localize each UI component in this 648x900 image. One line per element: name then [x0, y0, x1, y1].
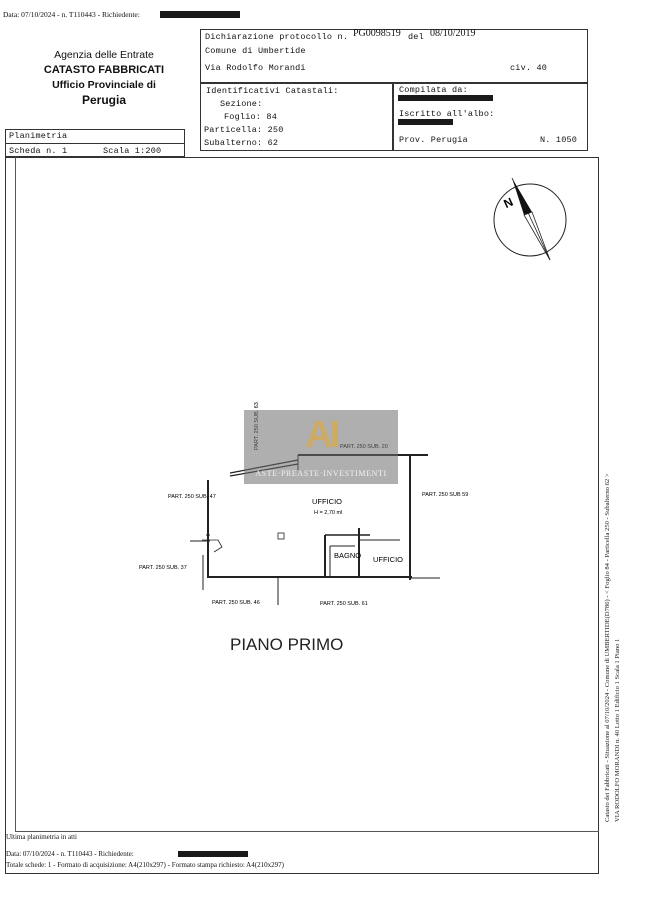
scale-label: Scala 1:200 — [103, 146, 162, 156]
identifiers-title: Identificativi Catastali: — [206, 86, 339, 96]
label-ufficio-small: UFFICIO — [373, 555, 403, 564]
redacted-footer-requester — [178, 851, 248, 857]
date-label: del — [408, 32, 424, 42]
provincial-office: Ufficio Provinciale di — [52, 79, 156, 91]
label-height: H = 2,70 ml — [314, 510, 343, 516]
label-sub46: PART. 250 SUB. 46 — [212, 600, 260, 606]
compass-north-letter: N — [501, 194, 516, 212]
planimetria-label: Planimetria — [9, 131, 68, 141]
top-request-line: Data: 07/10/2024 - n. T110443 - Richiedente: — [3, 10, 140, 19]
watermark — [244, 410, 398, 484]
protocol-label: Dichiarazione protocollo n. — [205, 32, 349, 42]
footer-line2: Totale schede: 1 - Formato di acquisizione: A4(210x297) - Formato stampa richiesto: A4(210x297) — [6, 861, 284, 869]
drawing-inner-bottom-line — [15, 831, 599, 832]
redacted-registration — [398, 119, 453, 125]
province-label: Prov. Perugia — [399, 135, 468, 145]
side-note-line1: Catasto dei Fabbricati - Situazione al 07/10/2024 - Comune di UMBERTIDE(D786) - < Foglio 84 - Particella 250 - Subalterno 62 > — [604, 473, 611, 822]
label-sub61: PART. 250 SUB. 61 — [320, 601, 368, 607]
province-name: Perugia — [81, 93, 126, 107]
watermark-logo: AI — [305, 414, 337, 456]
last-plan-label: Ultima planimetria in atti — [6, 833, 77, 841]
agency-name: Agenzia delle Entrate — [54, 49, 154, 61]
catasto-title: CATASTO FABBRICATI — [43, 64, 165, 76]
registration-number: N. 1050 — [540, 135, 578, 145]
subalterno: Subalterno: 62 — [204, 138, 279, 148]
sheet-divider — [6, 143, 184, 144]
compiled-by-label: Compilata da: — [399, 85, 468, 95]
municipality: Comune di Umbertide — [205, 46, 306, 56]
side-note-line2: VIA RODOLFO MORANDI n. 40 Lotto 1 Edificio 1 Scala 1 Piano 1 — [614, 638, 621, 822]
label-sub59: PART. 250 SUB 59 — [422, 492, 469, 498]
label-sub47: PART. 250 SUB. 47 — [168, 494, 216, 500]
scheda-label: Scheda n. 1 — [9, 146, 68, 156]
label-sub37: PART. 250 SUB. 37 — [139, 565, 187, 571]
registered-label: Iscritto all'albo: — [399, 109, 495, 119]
footer-line1: Data: 07/10/2024 - n. T110443 - Richiedente: — [6, 850, 134, 858]
redacted-compiler — [398, 95, 493, 101]
civic-number: civ. 40 — [510, 63, 548, 73]
protocol-date: 08/10/2019 — [430, 28, 476, 39]
agency-header — [8, 29, 200, 129]
foglio: Foglio: 84 — [224, 112, 278, 122]
particella: Particella: 250 — [204, 125, 284, 135]
redacted-requester — [160, 11, 240, 18]
address: Via Rodolfo Morandi — [205, 63, 306, 73]
protocol-number: PG0098519 — [353, 28, 401, 39]
compass-rose — [488, 175, 572, 265]
label-ufficio-main: UFFICIO — [312, 497, 342, 506]
sezione: Sezione: — [220, 99, 263, 109]
watermark-text: ASTE·PREASTE·INVESTIMENTI — [255, 469, 387, 478]
label-bagno: BAGNO — [334, 551, 362, 560]
floor-title: PIANO PRIMO — [230, 635, 344, 654]
drawing-inner-left-line — [15, 157, 16, 831]
